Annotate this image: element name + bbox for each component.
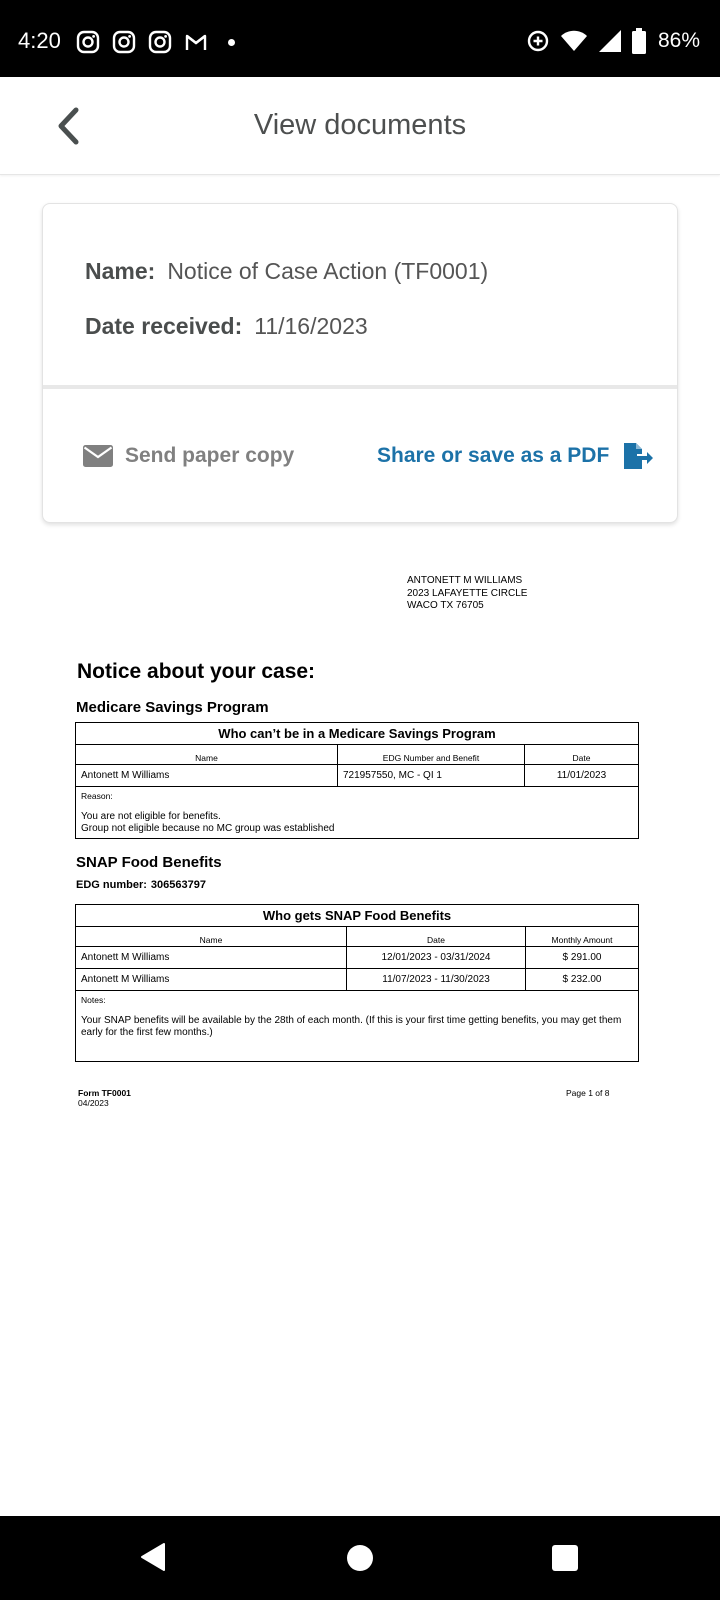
reason-line: Group not eligible because no MC group was established <box>81 823 335 834</box>
edg-number-value: 306563797 <box>150 879 206 891</box>
table-cell: 11/01/2023 <box>525 765 639 787</box>
nav-back-icon[interactable] <box>140 1542 166 1572</box>
column-header: Date <box>525 745 639 765</box>
msp-section-title: Medicare Savings Program <box>76 699 269 716</box>
column-header: Monthly Amount <box>526 927 639 947</box>
date-received-row <box>85 312 368 340</box>
recipient-address <box>407 575 527 613</box>
table-cell: $ 232.00 <box>526 969 639 991</box>
data-saver-icon <box>526 29 550 53</box>
table-cell: Antonett M Williams <box>76 969 347 991</box>
send-paper-copy-button[interactable] <box>83 444 294 468</box>
share-save-pdf-label: Share or save as a PDF <box>377 444 610 467</box>
notes-cell <box>76 991 639 1062</box>
form-number: Form TF0001 <box>78 1088 131 1098</box>
address-line: 2023 LAFAYETTE CIRCLE <box>407 587 528 599</box>
status-bar <box>0 0 720 77</box>
gmail-icon <box>184 30 208 54</box>
app-bar <box>0 77 720 175</box>
table-cell: Antonett M Williams <box>76 947 347 969</box>
battery-percent: 86% <box>657 29 700 52</box>
table-cell: 12/01/2023 - 03/31/2024 <box>347 947 526 969</box>
table-row <box>76 765 639 787</box>
notes-label: Notes: <box>81 995 106 1005</box>
nav-recents-icon[interactable] <box>552 1545 578 1571</box>
envelope-icon <box>83 445 113 467</box>
file-export-icon <box>623 442 653 470</box>
cell-signal-icon <box>598 29 622 53</box>
table-row <box>76 969 639 991</box>
document-info-card <box>42 203 678 523</box>
reason-line: You are not eligible for benefits. <box>81 811 221 822</box>
address-line: ANTONETT M WILLIAMS <box>407 575 523 586</box>
notification-dot <box>228 39 235 46</box>
table-cell: 721957550, MC - QI 1 <box>338 765 525 787</box>
instagram-icon <box>112 30 136 54</box>
table-cell: 11/07/2023 - 11/30/2023 <box>347 969 526 991</box>
snap-section-title: SNAP Food Benefits <box>76 854 222 871</box>
document-name-row <box>85 257 488 285</box>
document-name: Notice of Case Action (TF0001) <box>167 258 489 284</box>
table-cell: $ 291.00 <box>526 947 639 969</box>
column-header: Name <box>76 927 347 947</box>
system-icons <box>526 28 700 54</box>
reason-cell <box>76 787 639 839</box>
date-received-value: 11/16/2023 <box>254 313 368 339</box>
notice-title: Notice about your case: <box>77 660 316 683</box>
msp-table <box>75 722 639 839</box>
share-save-pdf-button[interactable] <box>377 442 653 470</box>
instagram-icon <box>148 30 172 54</box>
navigation-bar <box>0 1516 720 1600</box>
name-label: Name: <box>85 258 156 284</box>
page-title: View documents <box>253 109 467 141</box>
document-preview <box>0 540 720 1120</box>
msp-table-title: Who can’t be in a Medicare Savings Program <box>76 723 639 745</box>
battery-icon <box>632 28 646 54</box>
date-received-label: Date received: <box>85 313 243 339</box>
notes-text: Your SNAP benefits will be available by the 28th of each month. (If this is your first time getting benefits, you may get them early for the first few months.) <box>81 1015 622 1038</box>
column-header: Name <box>76 745 338 765</box>
wifi-icon <box>560 30 588 52</box>
status-time: 4:20 <box>18 28 61 53</box>
table-row <box>76 947 639 969</box>
form-footer <box>78 1088 131 1108</box>
column-header: EDG Number and Benefit <box>338 745 525 765</box>
snap-table <box>75 904 639 1062</box>
reason-label: Reason: <box>81 791 113 801</box>
edg-number-label: EDG number: <box>76 879 147 891</box>
card-divider <box>43 385 677 389</box>
nav-home-icon[interactable] <box>347 1545 373 1571</box>
page-number: Page 1 of 8 <box>566 1088 610 1098</box>
notification-icons <box>76 30 235 54</box>
send-paper-copy-label: Send paper copy <box>125 444 295 467</box>
edg-number <box>76 879 206 891</box>
snap-table-title: Who gets SNAP Food Benefits <box>76 905 639 927</box>
table-cell: Antonett M Williams <box>76 765 338 787</box>
instagram-icon <box>76 30 100 54</box>
address-line: WACO TX 76705 <box>407 600 484 611</box>
form-date: 04/2023 <box>78 1098 109 1108</box>
column-header: Date <box>347 927 526 947</box>
